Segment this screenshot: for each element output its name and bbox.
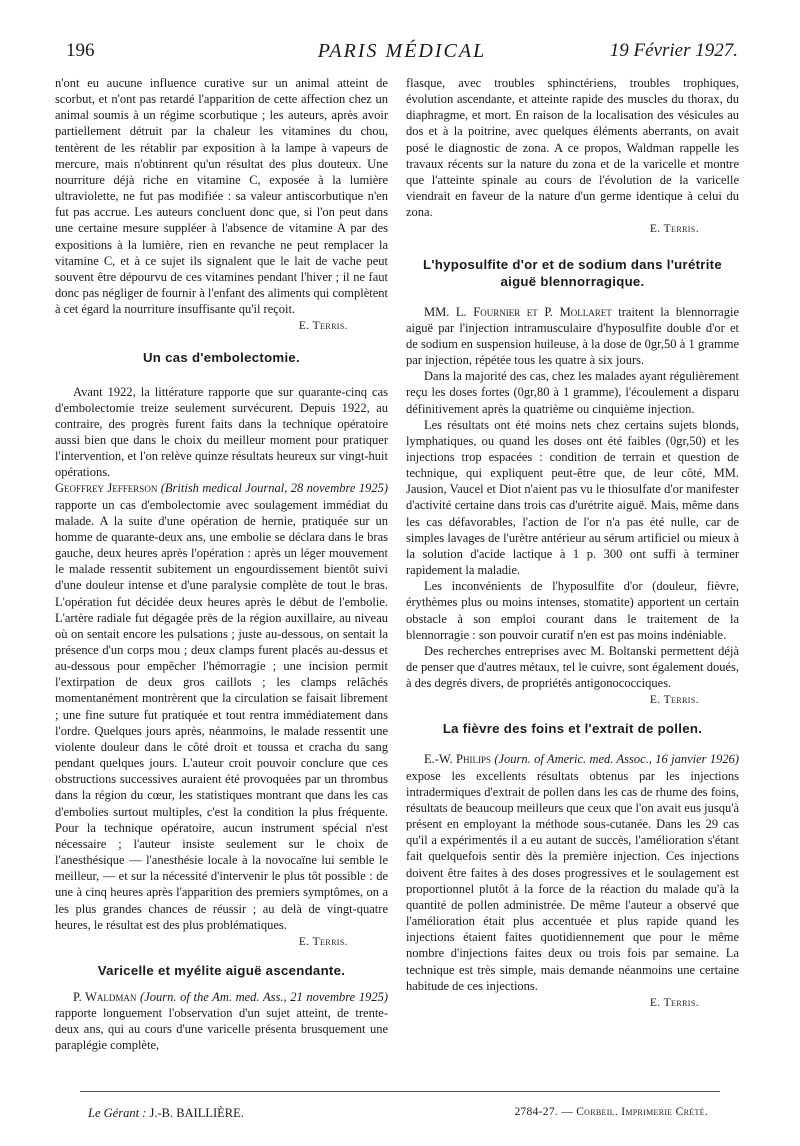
journal-title: PARIS MÉDICAL: [317, 40, 487, 62]
section-heading-fievre: La fièvre des foins et l'extrait de pollen.: [442, 721, 703, 737]
paragraph-text: traitent la blennorragie aiguë par l'injection intramusculaire d'hyposulfite double d'or et de sodium en suspension huileuse, à la dose de 0gr,50 à 1 gramme par injection, répétée tous les quatre à six jours.: [406, 304, 739, 368]
page-number: 196: [66, 40, 95, 61]
paragraph-text: rapporte longuement l'observation d'un sujet atteint, de trente-deux ans, qui au cours d'une varicelle présenta brusquement une paraplégie complète,: [55, 1006, 388, 1053]
author-name: MM. L. Fournier et P. Mollaret: [424, 304, 612, 319]
printer-line: 2784-27. — Corbeil. Imprimerie Crété.: [514, 1106, 708, 1118]
section-heading-embolectomie: Un cas d'embolectomie.: [142, 349, 301, 365]
section-heading-hyposulfite: L'hyposulfite d'or et de sodium dans l'urétrite aiguë blennorragique.: [422, 256, 722, 289]
paragraph: [406, 751, 739, 993]
reference: (British medical Journal, 28 novembre 1925): [160, 481, 389, 496]
paragraph: flasque, avec troubles sphinctériens, troubles trophiques, évolution ascendante, et atteinte rapide des muscles du thorax, du diaphragme, et mort. En raison de la localisation des vésicules au dos et à la poitrine, avec quelques éléments aberrants, on avait posé le diagnostic de zona. A ce propos, Waldman rappelle les travaux récents sur la nature du zona et de la varicelle et montre que l'atteinte spinale au cours de l'évolution de la varicelle viendrait en faveur de la nature d'un germe identique à celui du zona.: [406, 76, 739, 220]
section-heading-varicelle: Varicelle et myélite aiguë ascendante.: [97, 962, 346, 978]
gerant-line: [88, 1106, 244, 1121]
paragraph: [55, 480, 388, 932]
footer-rule: [80, 1091, 720, 1092]
page-header: [66, 40, 738, 74]
gerant-name: J.-B. BAILLIÈRE.: [149, 1106, 244, 1120]
paragraph-text: expose les excellents résultats obtenus par les injections intradermiques d'extrait de pollen dans les cas de rhume des foins, résultats de beaucoup meilleurs que ceux que l'on avait eus jusqu'à présent en employant la méthode sous-cutanée. Dans les 29 cas qu'il a expérimentés il a eu autant de succès, l'amélioration s'étant fait quelquefois sentir dès la première injection. Ces injections doivent être faites à des doses progressives et le soulagement est proportionnel plutôt à la force de la réaction du malade qu'à la quantité de pollen administrée. De même l'auteur a observé que l'amélioration était plus accentuée et plus rapide quand les injections étaient faites quotidiennement que pour le même nombre d'injections faites deux ou trois fois par semaine. La technique est très simple, mais demande néanmoins une certaine habitude de ces injections.: [406, 768, 739, 993]
reference: (Journ. of the Am. med. Ass., 21 novembre 1925): [140, 989, 388, 1004]
gerant-label: Le Gérant :: [88, 1106, 147, 1120]
paragraph: Des recherches entreprises avec M. Boltanski permettent déjà de penser que d'autres métaux, tel le cuivre, sont également doués, à des degrés divers, de propriétés antigonococciques.: [406, 643, 739, 691]
author-name: P. Waldman: [73, 989, 137, 1004]
signature: E. Terris.: [298, 320, 348, 333]
paragraph: [406, 304, 739, 369]
paragraph: Avant 1922, la littérature rapporte que sur quarante-cinq cas d'embolectomie treize seulement survécurent. Depuis 1922, au contraire, des progrès furent faits dans la technique opératoire aussi bien que dans le choix du meilleur moment pour pratiquer l'intervention, et l'on relève quinze résultats heureux sur vingt-huit opérations.: [55, 384, 388, 480]
paragraph: Les inconvénients de l'hyposulfite d'or (douleur, fièvre, érythèmes plus ou moins intenses, stomatite) apportent un certain obstacle à son emploi courant dans le traitement de la blennorragie : son pouvoir curatif n'en est pas moins indéniable.: [406, 579, 739, 642]
signature: E. Terris.: [298, 935, 348, 948]
author-name: Geoffrey Jefferson: [55, 481, 158, 496]
page-footer: [88, 1106, 708, 1126]
reference: (Journ. of Americ. med. Assoc., 16 janvier 1926): [494, 752, 740, 767]
paragraph-text: rapporte un cas d'embolectomie avec soulagement immédiat du malade. A la suite d'une opération de hernie, pratiquée sur un homme de quarante-deux ans, une embolie se déclara dans le bras gauche, deux heures après l'opération : après un léger mouvement le malade ressentit subitement un engourdissement bientôt suivi d'une douleur intense et d'une paralysie complète de tout le bras. L'opération fut décidée deux heures après le début de l'embolie. L'artère radiale fut dégagée près de la région auxillaire, au niveau où on sentait encore les pulsations ; juste au-dessous, on sentait la présence d'un corps mou ; deux clamps furent placés au-dessus et au-dessous pour empêcher l'hémorragie ; une incision permit l'extirpation de deux gros caillots ; les clamps relâchés momentanément montrèrent que la circulation se faisait librement ; une fine suture fut pratiquée et tout rentra immédiatement dans l'ordre. Quelques jours après, néanmoins, le malade ressentit une violente douleur dans le côté droit et toussa et cracha du sang pendant quelques jours. L'auteur croit pouvoir conclure que ces obstructions successives auraient été provoquées par un thrombus dans la région du cœur, les statistiques montrant que dans les cas d'embolies surtout multiples, c'est la condition la plus fréquente. Pour la technique opératoire, aucun instrument spécial n'est nécessaire ; l'auteur insiste seulement sur le choix de l'anesthésique — l'anesthésie locale à la novocaïne lui semble le meilleur, — et sur la nécessité d'intervenir le plus tôt possible : de une à cinq heures après l'apparition des premiers symptômes, on a les plus grandes chances de réussir ; au delà de vingt-quatre heures, le résultat est des plus problématiques.: [55, 497, 388, 932]
signature: E. Terris.: [649, 996, 699, 1009]
paragraph: Dans la majorité des cas, chez les malades ayant régulièrement reçu les doses fortes (0gr,80 à 1 gramme), l'écoulement a disparu définitivement après la quatrième ou cinquième injection.: [406, 369, 739, 416]
author-name: E.-W. Philips: [424, 752, 491, 767]
signature: E. Terris.: [649, 223, 699, 236]
left-column: [55, 75, 388, 1054]
right-column: [406, 75, 739, 1011]
signature: E. Terris.: [649, 694, 699, 707]
paragraph: n'ont eu aucune influence curative sur un animal atteint de scorbut, et n'ont pas retardé l'apparition de cette affection chez un animal soumis à un régime scorbutique ; les auteurs, après avoir partiellement détruit par la chaleur les vitamines du chou, tentèrent de les rétablir par exposition à la lampe à vapeurs de mercure, mais n'obtinrent qu'un résultat des plus douteux. Une nourriture déjà riche en vitamine C, exposée à la lumière ultraviolette, ne fut pas modifiée : sa valeur antiscorbutique n'en fut pas accrue. Les auteurs concluent donc que, si l'on peut dans une certaine mesure suppléer à l'absence de vitamine A par des expositions à la lumière, rien en revanche ne peut remplacer la vitamine C, et à ce sujet ils signalent que le lait de vache peut souvent être dépourvu de ces vitamines pendant l'hiver ; il ne faut donc pas négliger de fournir à l'enfant des aliments qui complètent à cet égard la nourriture insuffisante qu'il reçoit.: [55, 76, 388, 317]
issue-date: 19 Février 1927.: [609, 40, 738, 61]
paragraph: Les résultats ont été moins nets chez certains sujets blonds, lymphatiques, ou quand les doses ont été faibles (0gr,50) et les injections trop espacées : condition de terrain et question de technique, qui expliquent peut-être que, de leur côté, MM. Jausion, Vaucel et Diot n'aient pas vu le thiosulfate d'or manifester d'activité certaine dans trois cas d'urétrite aiguë. Mais, même dans les cas défavorables, l'action de l'or n'a pas été nulle, car de simples lavages de l'urètre antérieur au sérum artificiel ou mieux à la solution d'acide lactique à 1 p. 300 ont suffi à terminer rapidement la maladie.: [406, 417, 739, 578]
paragraph: [55, 989, 388, 1054]
